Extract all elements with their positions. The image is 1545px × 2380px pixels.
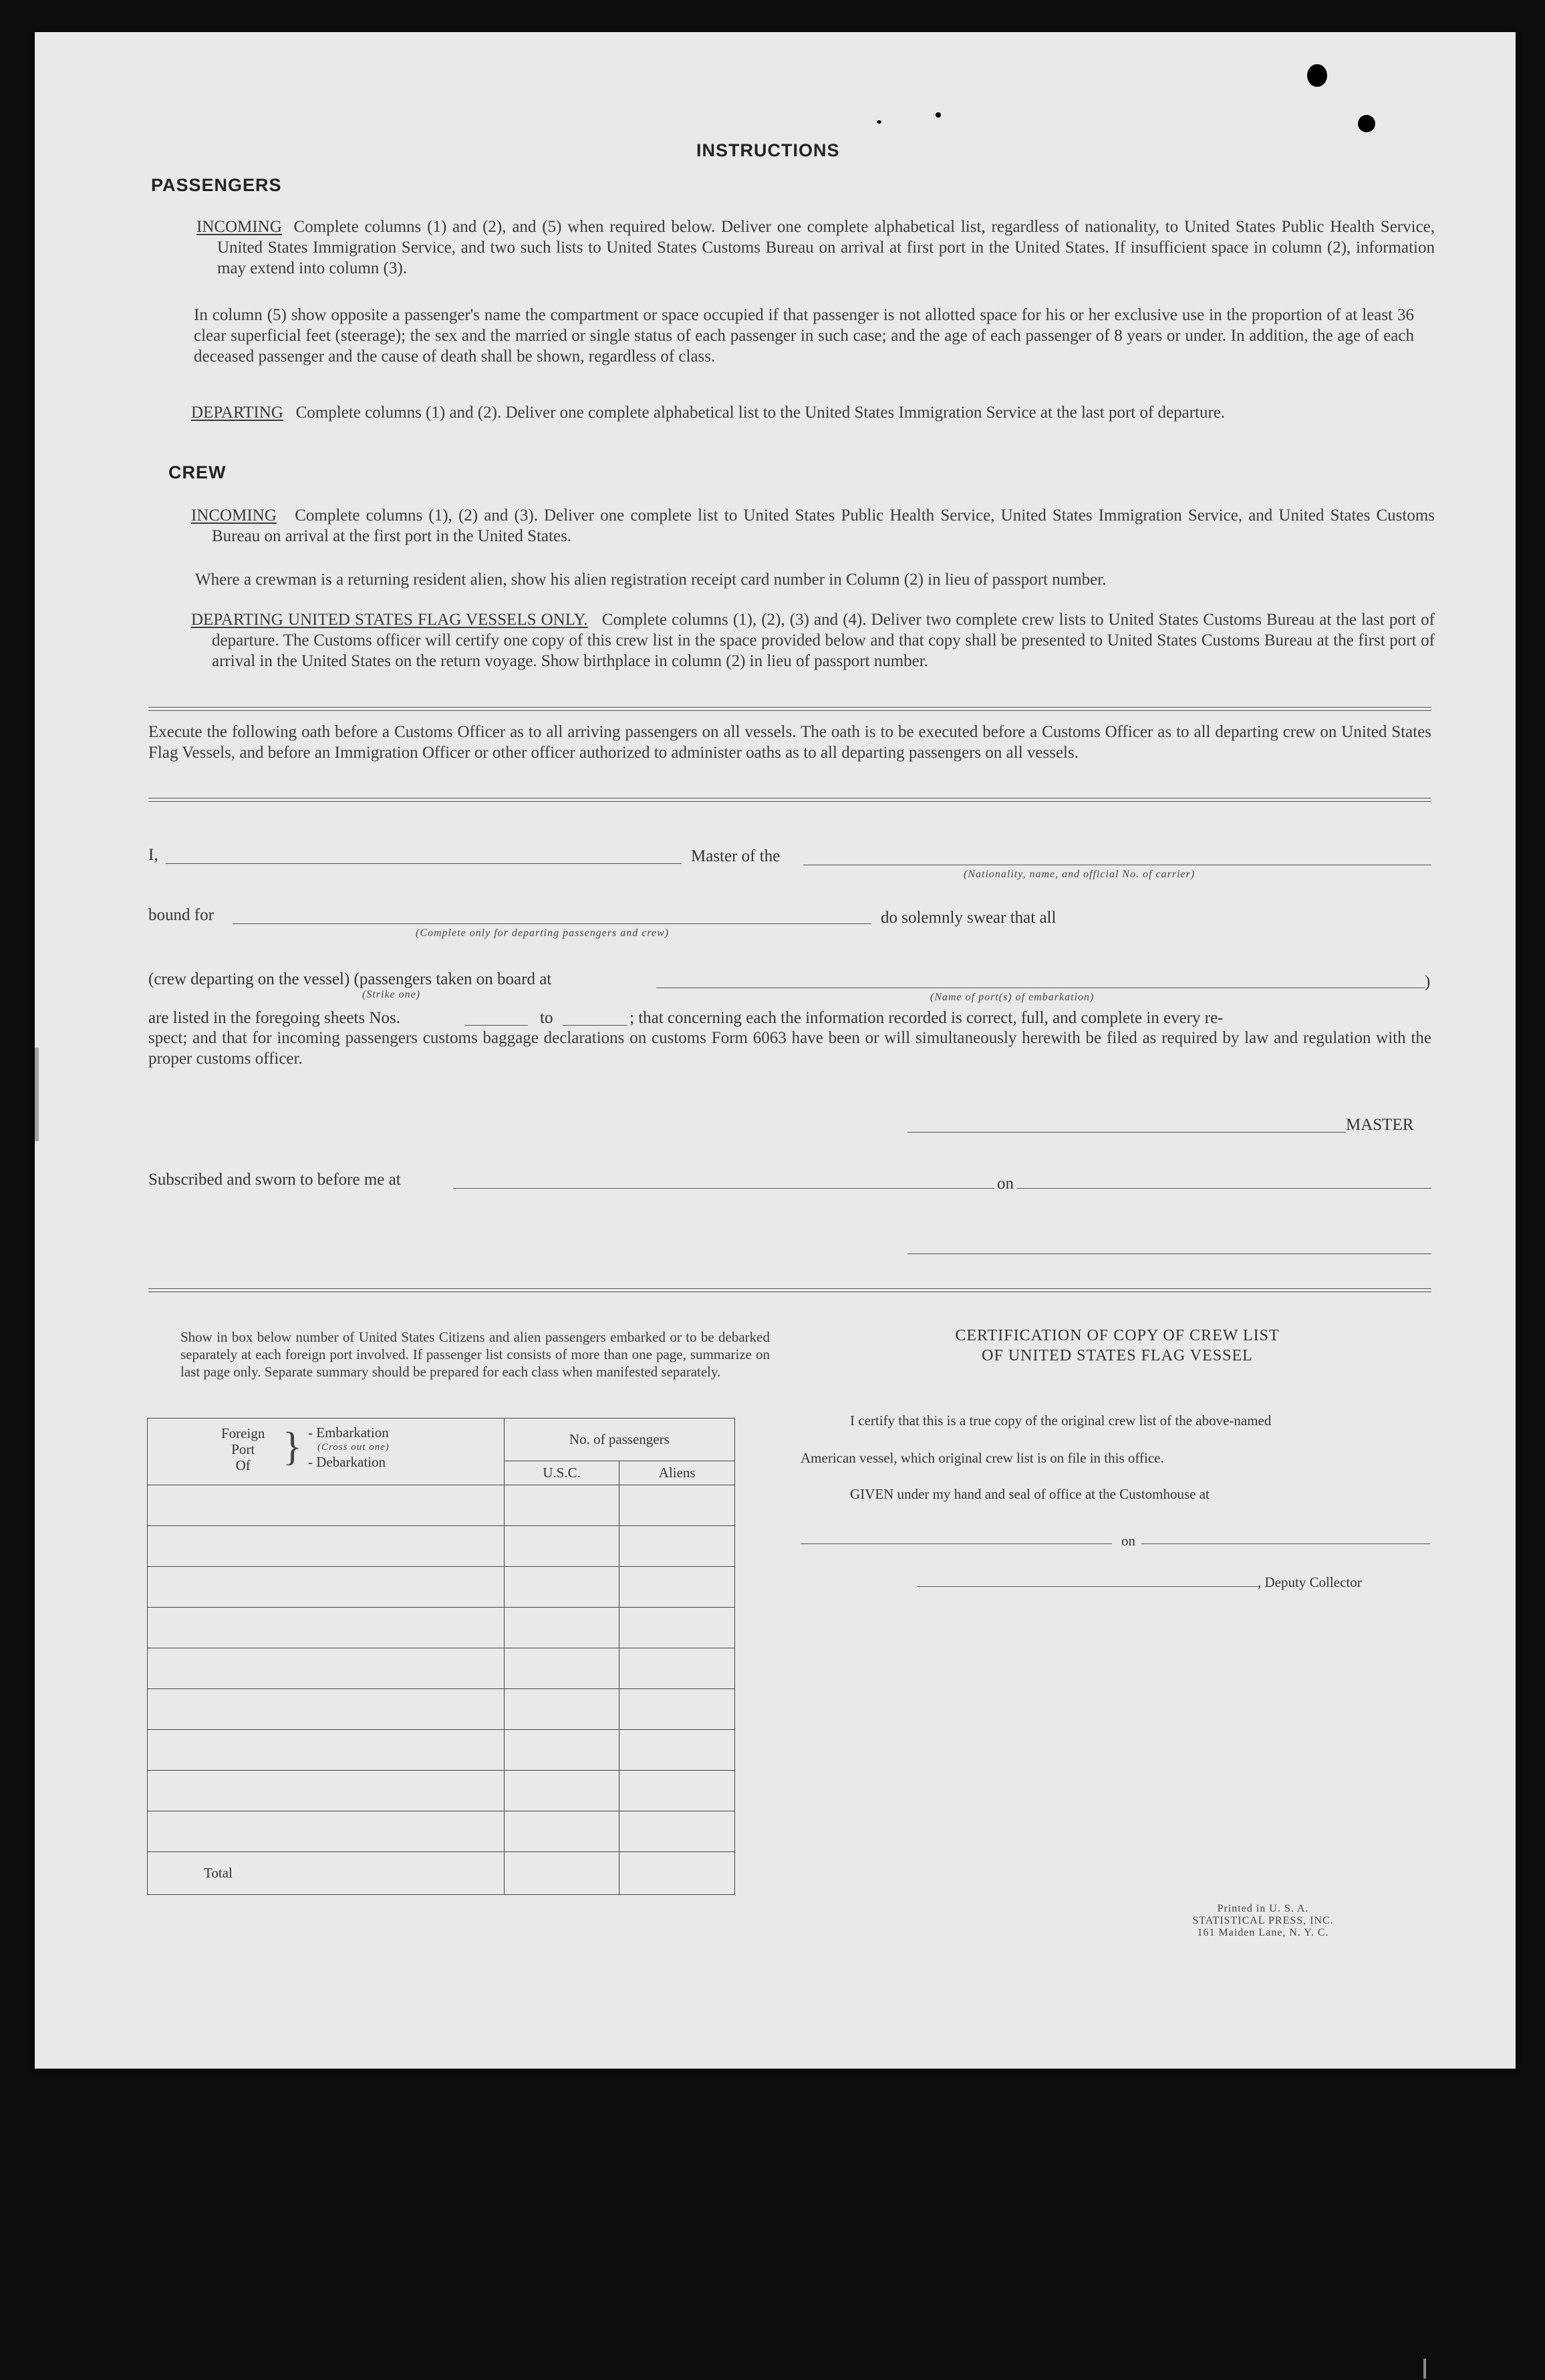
certification-given: GIVEN under my hand and seal of office at the Customhouse at	[850, 1486, 1210, 1502]
table-row	[148, 1648, 735, 1689]
officer-signature-line[interactable]	[907, 1253, 1431, 1254]
bound-for-label: bound for	[148, 906, 214, 924]
flag-vessels-label: DEPARTING UNITED STATES FLAG VESSELS ONLY.	[191, 611, 588, 629]
ink-spot	[936, 112, 941, 118]
form-page	[35, 32, 1516, 2069]
swear-text: do solemnly swear that all	[881, 909, 1057, 927]
divider-double-2	[148, 798, 1431, 802]
listed-text-1: are listed in the foregoing sheets Nos.	[148, 1009, 400, 1027]
master-of-label: Master of the	[691, 847, 781, 865]
to-label: to	[540, 1009, 553, 1027]
flag-vessels-paragraph	[191, 609, 1435, 672]
ink-spot	[1358, 115, 1375, 132]
no-passengers-header: No. of passengers	[504, 1419, 734, 1461]
printer-line-1: Printed in U. S. A.	[1217, 1903, 1309, 1914]
bound-for-caption: (Complete only for departing passengers and crew)	[416, 927, 670, 939]
summary-intro: Show in box below number of United States Citizens and alien passengers embarked or to be debarked separately at each foreign port involved. If passenger list consists of more than one page, summarize on last page only. Separate summary should be prepared for each class when manifested separately.	[180, 1329, 770, 1380]
of-label: Of	[235, 1457, 251, 1473]
cross-out-caption: (Cross out one)	[317, 1442, 390, 1453]
port-caption: (Name of port(s) of embarkation)	[930, 992, 1095, 1003]
crew-incoming-paragraph	[191, 505, 1435, 547]
crew-incoming-text: Complete columns (1), (2) and (3). Deliver one complete list to United States Public Health Service, United States Immigration Service, and United States Customs Bureau on arrival at the first port in the United States.	[212, 506, 1435, 545]
embarkation-label: - Embarkation	[308, 1425, 389, 1441]
table-row	[148, 1811, 735, 1852]
usc-header: U.S.C.	[504, 1461, 619, 1485]
passengers-heading: PASSENGERS	[151, 175, 282, 195]
close-paren: )	[1425, 973, 1431, 991]
sheet-from-line[interactable]	[465, 1025, 528, 1026]
listed-text-3: spect; and that for incoming passengers customs baggage declarations on customs Form 6063 have been or will simultaneously herewith be filed as required by law and regulation with the proper customs officer.	[148, 1029, 1431, 1068]
crew-heading: CREW	[168, 462, 227, 482]
ink-spot	[1307, 64, 1327, 87]
brace-icon: }	[283, 1425, 302, 1469]
certification-date-line[interactable]	[1141, 1543, 1430, 1544]
printer-line-3: 161 Maiden Lane, N. Y. C.	[1197, 1927, 1329, 1938]
table-row	[148, 1608, 735, 1648]
ink-spot	[877, 120, 881, 124]
printer-imprint	[1163, 1903, 1363, 1939]
edge-tick	[1423, 2359, 1426, 2379]
divider-double-1	[148, 707, 1431, 711]
table-row	[148, 1730, 735, 1771]
master-label: MASTER	[1346, 1116, 1414, 1134]
incoming-text: Complete columns (1) and (2), and (5) when required below. Deliver one complete alphabetical list, regardless of nationality, to United States Public Health Service, United States Immigration Service, and two such lists to United States Customs Bureau on arrival at first port in the United States. If insufficient space in column (2), information may extend into column (3).	[217, 218, 1435, 277]
column5-paragraph: In column (5) show opposite a passenger's name the compartment or space occupied if that passenger is not allotted space for his or her exclusive use in the proportion of at least 36 clear superficial feet (steerage); the sex and the married or single status of each passenger in such case; and the age of each passenger of 8 years or under. In addition, the age of each deceased passenger and the cause of death shall be shown, regardless of class.	[194, 306, 1414, 365]
table-row	[148, 1485, 735, 1526]
crew-departing-text: (crew departing on the vessel) (passengers taken on board at	[148, 970, 552, 988]
table-row	[148, 1771, 735, 1811]
instructions-title: INSTRUCTIONS	[696, 140, 840, 160]
total-row	[148, 1852, 735, 1895]
foreign-port-header	[148, 1419, 505, 1485]
sheet-to-line[interactable]	[563, 1025, 627, 1026]
debarkation-label: - Debarkation	[308, 1454, 386, 1470]
table-row	[148, 1567, 735, 1608]
certification-on-label: on	[1121, 1533, 1135, 1549]
carrier-caption: (Nationality, name, and official No. of carrier)	[964, 869, 1196, 880]
passengers-departing-paragraph	[191, 402, 1435, 423]
edge-shadow	[35, 1048, 39, 1141]
total-label: Total	[148, 1852, 505, 1895]
returning-resident-paragraph: Where a crewman is a returning resident alien, show his alien registration receipt card number in Column (2) in lieu of passport number.	[195, 571, 1107, 589]
certification-text-1: I certify that this is a true copy of the original crew list of the above-named	[850, 1412, 1272, 1429]
port-label: Port	[231, 1441, 255, 1457]
sworn-date-line[interactable]	[1017, 1188, 1431, 1189]
listed-text-2: ; that concerning each the information recorded is correct, full, and complete in every re-	[629, 1009, 1224, 1027]
table-row	[148, 1689, 735, 1730]
flag-vessels-text: Complete columns (1), (2), (3) and (4). Deliver two complete crew lists to United States Customs Bureau at the last port of departure. The Customs officer will certify one copy of this crew list in the space provided below and that copy shall be presented to United States Customs Bureau at the first port of arrival in the United States on the return voyage. Show birthplace in column (2) in lieu of passport number.	[212, 611, 1435, 670]
oath-i-label: I,	[148, 846, 158, 864]
certification-title-line-2: OF UNITED STATES FLAG VESSEL	[982, 1347, 1253, 1364]
bound-for-line[interactable]	[233, 923, 871, 924]
passengers-incoming-paragraph	[196, 216, 1435, 279]
table-row	[148, 1526, 735, 1567]
aliens-header: Aliens	[619, 1461, 735, 1485]
incoming-label: INCOMING	[196, 218, 282, 236]
master-signature-line[interactable]	[907, 1132, 1346, 1133]
certification-title	[823, 1326, 1411, 1366]
summary-table	[147, 1418, 735, 1895]
deputy-signature-line[interactable]	[917, 1586, 1258, 1587]
subscribed-text: Subscribed and sworn to before me at	[148, 1171, 401, 1189]
sworn-on-label: on	[997, 1175, 1014, 1193]
departing-label: DEPARTING	[191, 404, 283, 422]
oath-intro: Execute the following oath before a Customs Officer as to all arriving passengers on all vessels. The oath is to be executed before a Customs Officer as to all departing crew on United States Flag Vessels, and before an Immigration Officer or other officer authorized to administer oaths as to all departing passengers on all vessels.	[148, 723, 1431, 762]
deputy-collector-label: , Deputy Collector	[1258, 1574, 1362, 1590]
foreign-label: Foreign	[221, 1425, 265, 1441]
divider-double-3	[148, 1288, 1431, 1292]
sworn-place-line[interactable]	[453, 1188, 994, 1189]
printer-line-2: STATISTICAL PRESS, INC.	[1192, 1915, 1334, 1926]
master-name-line[interactable]	[166, 863, 682, 864]
certification-title-line-1: CERTIFICATION OF COPY OF CREW LIST	[955, 1327, 1280, 1344]
strike-caption: (Strike one)	[362, 989, 421, 1000]
departing-text: Complete columns (1) and (2). Deliver one complete alphabetical list to the United States Immigration Service at the last port of departure.	[295, 404, 1226, 422]
crew-incoming-label: INCOMING	[191, 506, 277, 525]
customhouse-line[interactable]	[801, 1543, 1112, 1544]
certification-text-2: American vessel, which original crew list is on file in this office.	[801, 1450, 1164, 1466]
